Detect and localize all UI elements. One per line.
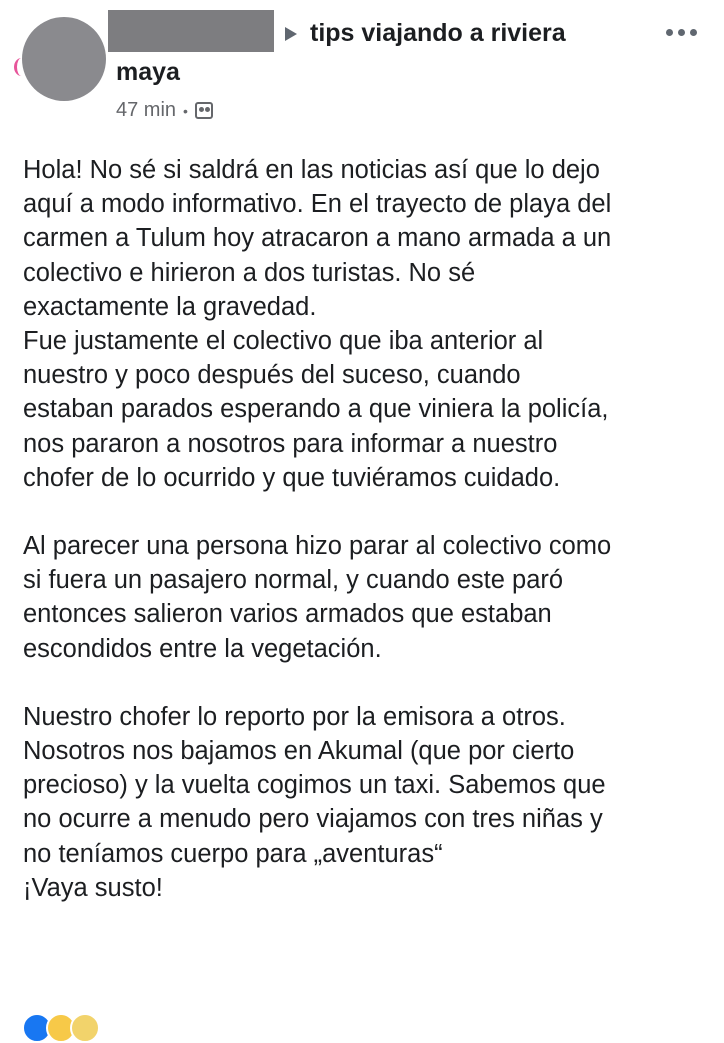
paragraph-gap [23, 495, 723, 529]
post-paragraph: Nuestro chofer lo reporto por la emisora a otros. Nosotros nos bajamos en Akumal (que por cierto precioso) y la vuelta cogimos un taxi. Sabemos que no ocurre a menudo pero viajamos con tres niñas y no teníamos cuerpo para „aventuras“ ¡Vaya susto! [23, 702, 606, 902]
group-name-continued[interactable]: maya [116, 58, 180, 86]
meta-separator: • [183, 102, 188, 119]
avatar[interactable] [22, 17, 106, 101]
group-audience-icon [195, 102, 213, 119]
post-header [0, 0, 724, 130]
care-reaction-icon [70, 1013, 100, 1043]
more-options-icon[interactable] [666, 24, 706, 40]
more-dot [678, 29, 685, 36]
more-dot [666, 29, 673, 36]
post-text [23, 153, 723, 905]
group-name[interactable]: tips viajando a riviera [310, 19, 566, 47]
post-paragraph: Hola! No sé si saldrá en las noticias así que lo dejo aquí a modo informativo. En el trayecto de playa del carmen a Tulum hoy atracaron a mano armada a un colectivo e hirieron a dos turistas. No sé exactamente la gravedad. Fue justamente el colectivo que iba anterior al nuestro y poco después del suceso, cuando estaban parados esperando a que viniera la policía, nos pararon a nosotros para informar a nuestro chofer de lo ocurrido y que tuviéramos cuidado. [23, 156, 612, 492]
more-dot [690, 29, 697, 36]
post-paragraph: Al parecer una persona hizo parar al colectivo como si fuera un pasajero normal, y cuando este paró entonces salieron varios armados que estaban escondidos entre la vegetación. [23, 532, 612, 663]
author-name-redacted[interactable] [108, 10, 274, 52]
paragraph-gap [23, 666, 723, 700]
reaction-icons[interactable] [22, 1013, 100, 1043]
post-meta [116, 99, 213, 122]
post-timestamp[interactable]: 47 min [116, 99, 177, 121]
arrow-right-icon [285, 27, 297, 41]
